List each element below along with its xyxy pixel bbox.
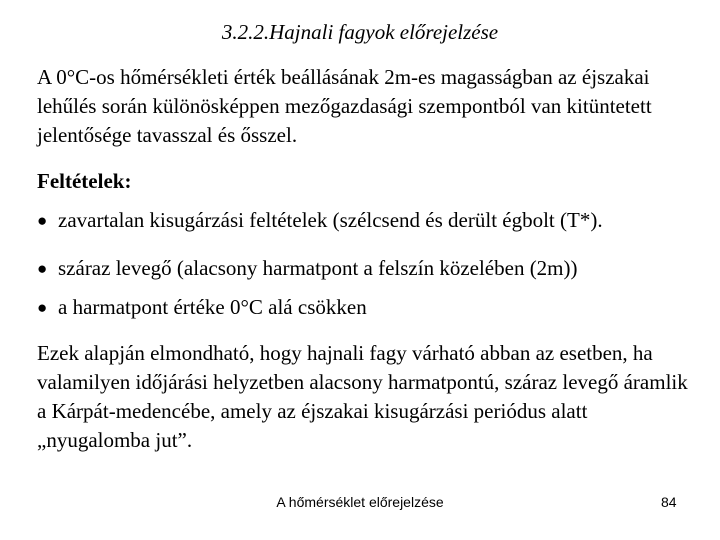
bullet-text: a harmatpont értéke 0°C alá csökken	[58, 295, 367, 319]
footer-label: A hőmérséklet előrejelzése	[276, 494, 444, 510]
bullet-text: száraz levegő (alacsony harmatpont a felszín közelében (2m))	[58, 256, 578, 280]
intro-paragraph: A 0°C-os hőmérsékleti érték beállásának 2m-es magasságban az éjszakai lehűlés során különösképpen mezőgazdasági szempontból van kitüntetett jelentősége tavasszal és ősszel.	[37, 65, 652, 147]
bullet-item	[37, 293, 367, 322]
bullet-icon: ●	[37, 298, 48, 317]
bullet-text: zavartalan kisugárzási feltételek (szélcsend és derült égbolt (T*).	[58, 208, 603, 232]
bullet-item	[37, 254, 578, 283]
conclusion-paragraph: Ezek alapján elmondható, hogy hajnali fagy várható abban az esetben, ha valamilyen időjárási helyzetben alacsony harmatpontú, száraz levegő áramlik a Kárpát-medencébe, amely az éjszakai kisugárzási periódus alatt „nyugalomba jut”.	[37, 341, 688, 452]
bullet-item	[37, 206, 603, 235]
bullet-icon: ●	[37, 259, 48, 278]
page-number: 84	[661, 494, 677, 510]
conditions-heading: Feltételek:	[37, 169, 132, 193]
slide-title: 3.2.2.Hajnali fagyok előrejelzése	[221, 20, 499, 44]
bullet-icon: ●	[37, 211, 48, 230]
